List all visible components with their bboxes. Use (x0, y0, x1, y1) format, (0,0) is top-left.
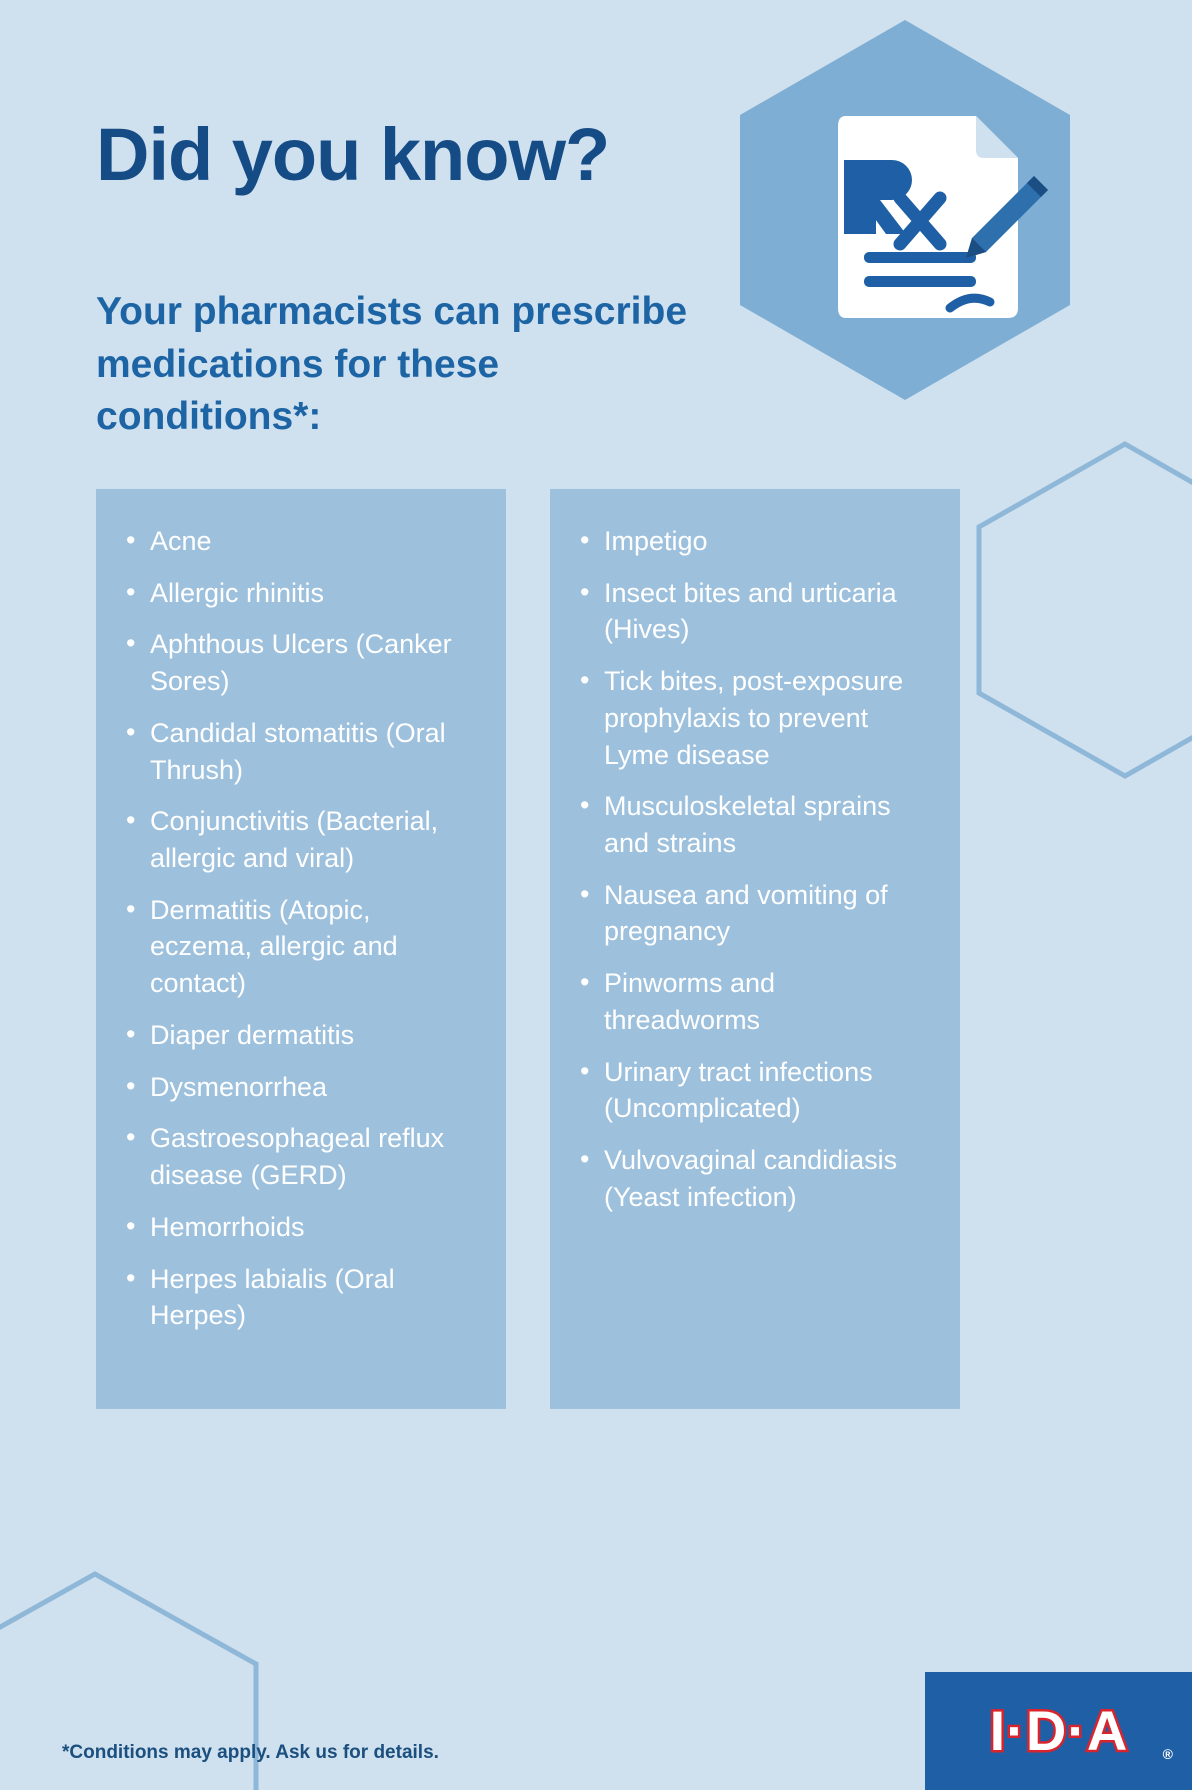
conditions-columns (96, 489, 1096, 1409)
conditions-column-left (96, 489, 506, 1409)
list-item: • Acne (118, 523, 480, 560)
footnote: *Conditions may apply. Ask us for details. (62, 1742, 439, 1763)
list-item: • Conjunctivitis (Bacterial, allergic and viral) (118, 803, 480, 876)
list-item: • Herpes labialis (Oral Herpes) (118, 1261, 480, 1334)
list-item: • Aphthous Ulcers (Canker Sores) (118, 626, 480, 699)
list-item: • Pinworms and threadworms (572, 965, 934, 1038)
conditions-list-right (572, 523, 934, 1216)
list-item: • Nausea and vomiting of pregnancy (572, 877, 934, 950)
page-subtitle: Your pharmacists can prescribe medications for these conditions*: (96, 290, 688, 439)
list-item: • Tick bites, post-exposure prophylaxis to prevent Lyme disease (572, 663, 934, 773)
list-item: • Vulvovaginal candidiasis (Yeast infection) (572, 1142, 934, 1215)
list-item: • Musculoskeletal sprains and strains (572, 788, 934, 861)
list-item: • Gastroesophageal reflux disease (GERD) (118, 1120, 480, 1193)
list-item: • Urinary tract infections (Uncomplicated) (572, 1054, 934, 1127)
list-item: • Dermatitis (Atopic, eczema, allergic and contact) (118, 892, 480, 1002)
list-item: • Dysmenorrhea (118, 1069, 480, 1106)
list-item: • Insect bites and urticaria (Hives) (572, 575, 934, 648)
conditions-column-right (550, 489, 960, 1409)
ida-logo-text: I·D·A (989, 1699, 1129, 1762)
ida-logo (925, 1672, 1192, 1790)
list-item: • Hemorrhoids (118, 1209, 480, 1246)
list-item: • Candidal stomatitis (Oral Thrush) (118, 715, 480, 788)
prescription-rx-icon (838, 112, 1048, 327)
ida-logo-inner (959, 1694, 1173, 1768)
list-item: • Impetigo (572, 523, 934, 560)
conditions-list-left (118, 523, 480, 1334)
ida-logo-registered-mark: ® (1162, 1746, 1173, 1762)
list-item: • Diaper dermatitis (118, 1017, 480, 1054)
page-title: Did you know? (96, 113, 610, 196)
list-item: • Allergic rhinitis (118, 575, 480, 612)
